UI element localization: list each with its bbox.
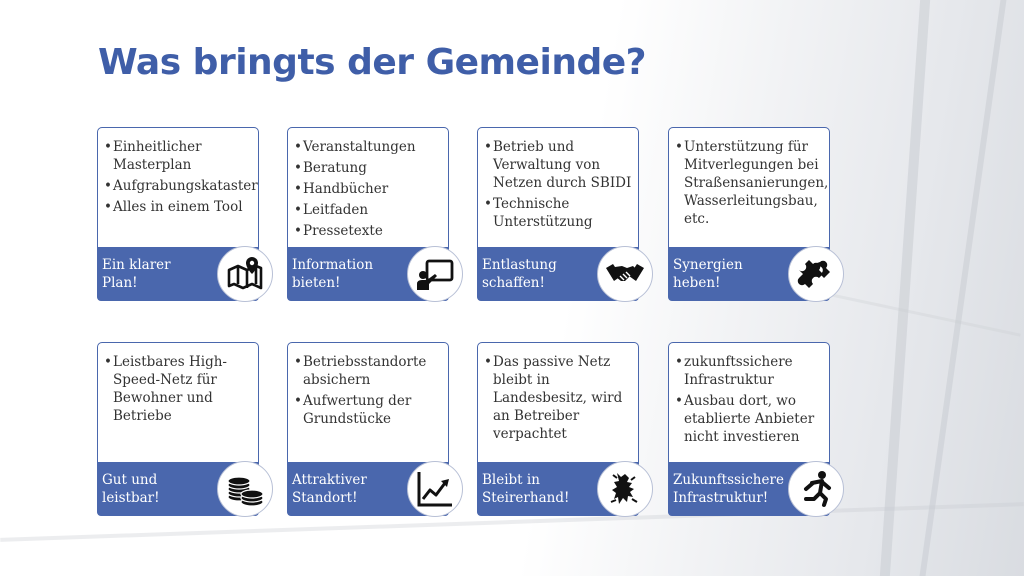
card-label: Gut und leistbar!	[102, 472, 160, 506]
handshake-icon	[597, 246, 653, 302]
card-information	[287, 127, 449, 301]
bullet-item: • Handbücher	[294, 180, 442, 198]
bullet-item: • Technische Unterstützung	[484, 195, 632, 231]
card-label: Bleibt in Steirerhand!	[482, 472, 570, 506]
coins-icon	[217, 461, 273, 517]
card-footer	[477, 462, 639, 516]
bullet-list	[669, 343, 829, 446]
bullet-item: • Veranstaltungen	[294, 138, 442, 156]
card-steirerhand	[477, 342, 639, 516]
bullet-item: • zukunftssichere Infrastruktur	[675, 353, 823, 389]
card-standort	[287, 342, 449, 516]
card-zukunft	[668, 342, 830, 516]
card-footer	[477, 247, 639, 301]
presentation-icon	[407, 246, 463, 302]
bullet-item: • Einheitlicher Masterplan	[104, 138, 252, 174]
bullet-list	[98, 128, 258, 216]
panther-crest-icon	[597, 461, 653, 517]
card-footer	[97, 247, 259, 301]
bullet-item: • Das passive Netz bleibt in Landesbesitz, wird an Betreiber verpachtet	[484, 353, 632, 443]
bullet-item: • Leistbares High-Speed-Netz für Bewohner und Betriebe	[104, 353, 252, 425]
card-footer	[97, 462, 259, 516]
bullet-item: • Alles in einem Tool	[104, 198, 252, 216]
card-label: Information bieten!	[292, 257, 374, 291]
bullet-item: • Aufgrabungskataster	[104, 177, 252, 195]
card-entlastung	[477, 127, 639, 301]
map-pin-icon	[217, 246, 273, 302]
bullet-item: • Leitfaden	[294, 201, 442, 219]
card-leistbar	[97, 342, 259, 516]
bullet-item: • Betriebsstandorte absichern	[294, 353, 442, 389]
card-label: Attraktiver Standort!	[292, 472, 367, 506]
bullet-list	[98, 343, 258, 425]
bullet-list	[288, 128, 448, 240]
bullet-item: • Pressetexte	[294, 222, 442, 240]
card-footer	[668, 247, 830, 301]
bullet-list	[478, 128, 638, 231]
card-label: Synergien heben!	[673, 257, 743, 291]
bullet-item: • Beratung	[294, 159, 442, 177]
card-footer	[668, 462, 830, 516]
card-label: Entlastung schaffen!	[482, 257, 557, 291]
card-label: Ein klarer Plan!	[102, 257, 171, 291]
bullet-item: • Unterstützung für Mitverlegungen bei Straßensanierungen, Wasserleitungsbau, etc.	[675, 138, 823, 228]
card-synergien	[668, 127, 830, 301]
bullet-item: • Betrieb und Verwaltung von Netzen durch SBIDI	[484, 138, 632, 192]
card-footer	[287, 247, 449, 301]
bullet-item: • Aufwertung der Grundstücke	[294, 392, 442, 428]
card-klarer-plan	[97, 127, 259, 301]
card-footer	[287, 462, 449, 516]
bullet-list	[288, 343, 448, 428]
bullet-list	[669, 128, 829, 228]
bullet-item: • Ausbau dort, wo etablierte Anbieter nicht investieren	[675, 392, 823, 446]
puzzle-icon	[788, 246, 844, 302]
page-title: Was bringts der Gemeinde?	[98, 42, 647, 83]
bullet-list	[478, 343, 638, 443]
line-chart-icon	[407, 461, 463, 517]
running-person-icon	[788, 461, 844, 517]
card-label: Zukunftssichere Infrastruktur!	[673, 472, 784, 506]
